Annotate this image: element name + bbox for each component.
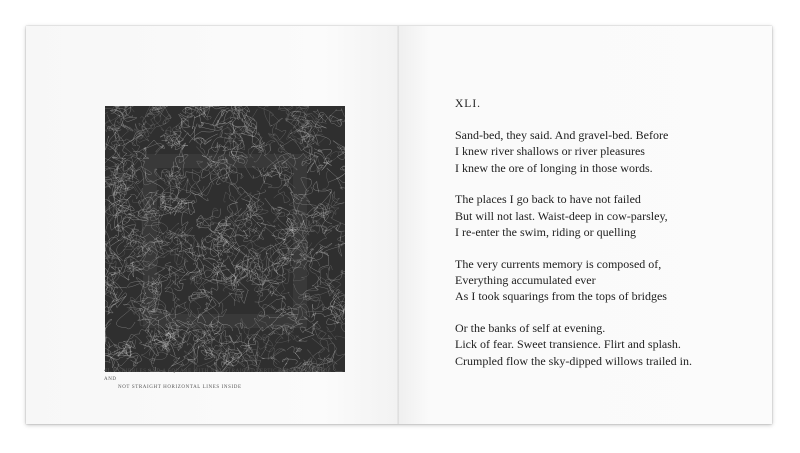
caption-number: 41. — [104, 368, 112, 374]
stanza — [455, 320, 772, 369]
poem-line: Lick of fear. Sweet transience. Flirt and splash. — [455, 337, 681, 352]
figure-caption — [104, 367, 344, 392]
poem-line: I knew river shallows or river pleasures — [455, 144, 645, 159]
scribble-drawing — [105, 106, 345, 372]
left-page — [26, 26, 399, 424]
poem-line: I knew the ore of longing in those words. — [455, 160, 653, 175]
stanza — [455, 256, 772, 305]
poem-line: The very currents memory is composed of, — [455, 256, 662, 271]
caption-line-2: NOT STRAIGHT HORIZONTAL LINES INSIDE — [118, 385, 242, 390]
poem-body — [455, 127, 772, 369]
poem-line: Everything accumulated ever — [455, 273, 596, 288]
stanza — [455, 191, 772, 240]
book-spread — [26, 26, 772, 424]
stanza — [455, 127, 772, 176]
poem-line: As I took squarings from the tops of bridges — [455, 289, 667, 304]
scribble-square-artwork — [105, 106, 345, 372]
poem-line: Crumpled flow the sky-dipped willows trailed in. — [455, 353, 692, 368]
poem — [455, 97, 772, 385]
poem-line: Or the banks of self at evening. — [455, 321, 606, 336]
poem-title: XLI. — [455, 98, 482, 110]
caption-line-1: SCRIBBLES AND A SQUARE WITH NOT STRAIGHT VERTICAL LINES OUTSIDE AND — [104, 369, 332, 382]
poem-line: But will not last. Waist-deep in cow-parsley, — [455, 208, 668, 223]
poem-line: I re-enter the swim, riding or quelling — [455, 224, 636, 239]
poem-line: The places I go back to have not failed — [455, 192, 641, 207]
poem-line: Sand-bed, they said. And gravel-bed. Before — [455, 128, 669, 142]
